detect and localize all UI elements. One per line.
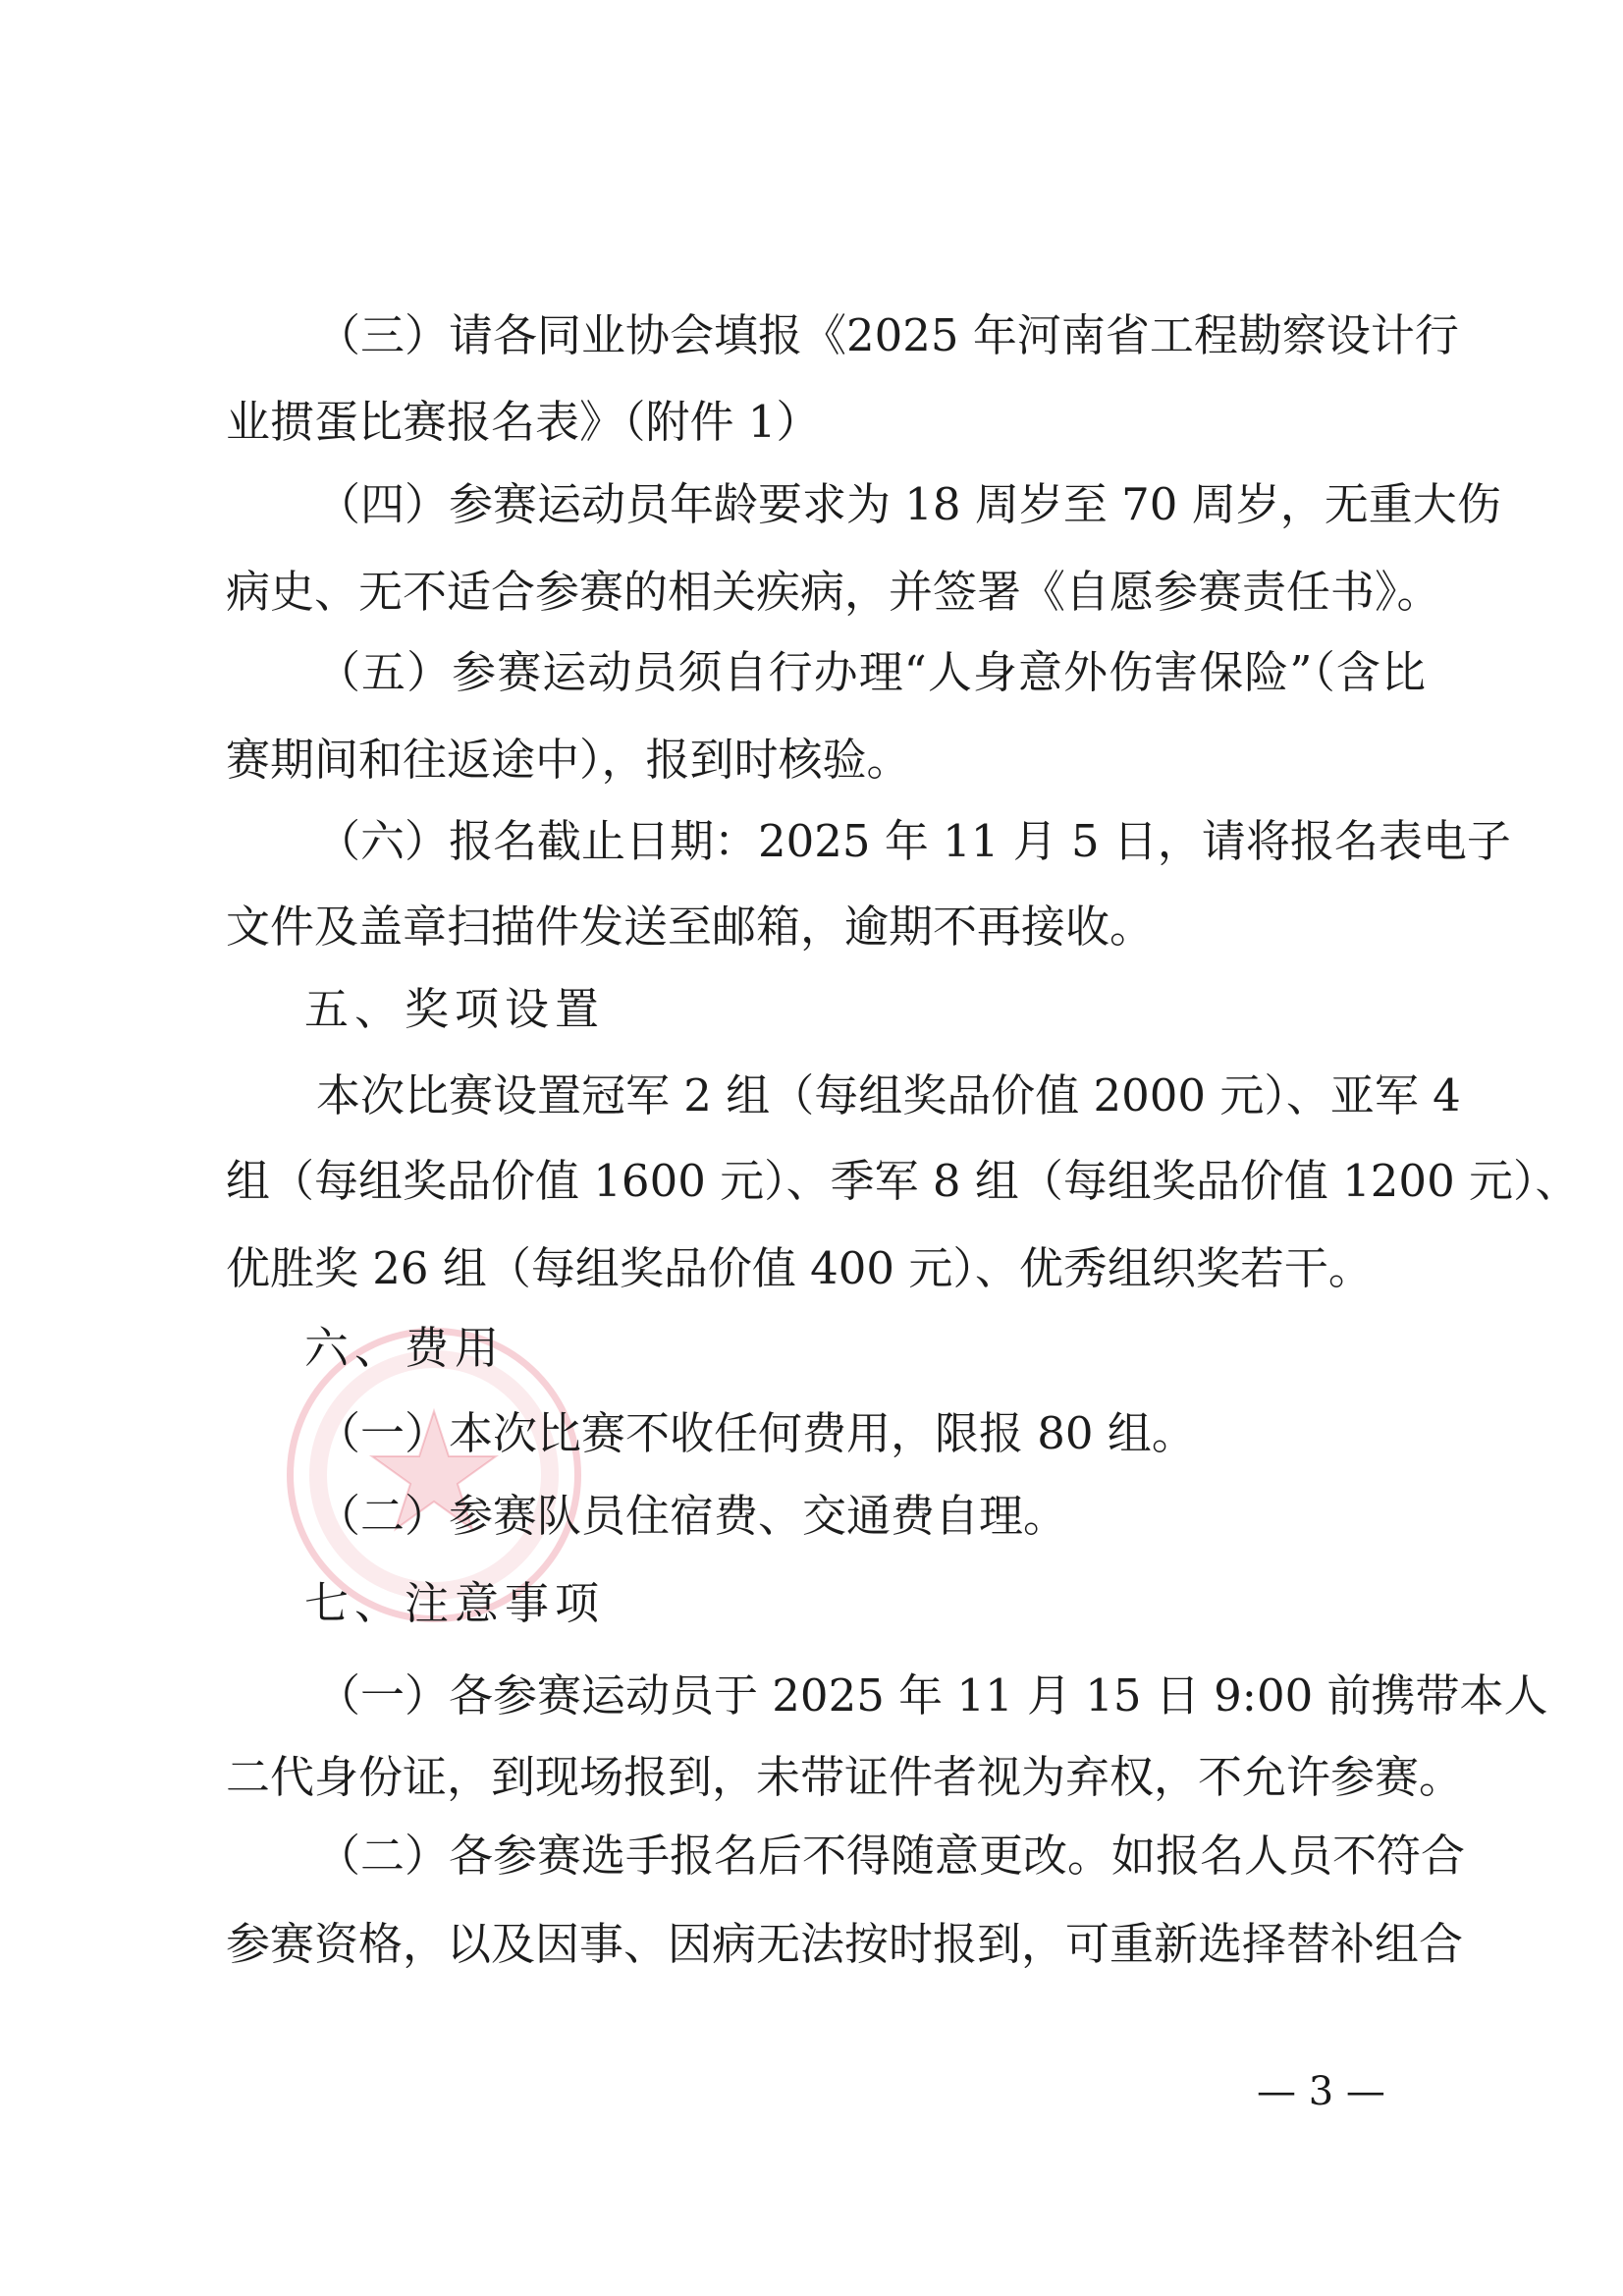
paragraph-line: （三）请各同业协会填报《2025 年河南省工程勘察设计行 [316, 309, 1459, 361]
paragraph-line: （二）参赛队员住宿费、交通费自理。 [316, 1490, 1068, 1542]
paragraph-line: 文件及盖章扫描件发送至邮箱，逾期不再接收。 [226, 901, 1155, 953]
paragraph-line: 组（每组奖品价值 1600 元）、季军 8 组（每组奖品价值 1200 元）、 [226, 1155, 1580, 1207]
paragraph-line: 参赛资格，以及因事、因病无法按时报到，可重新选择替补组合 [226, 1918, 1464, 1970]
paragraph-line: 赛期间和往返途中），报到时核验。 [226, 734, 911, 786]
page-number: — 3 — [1257, 2069, 1385, 2114]
section-heading-awards: 五、奖项设置 [304, 983, 606, 1035]
paragraph-line: （一）各参赛运动员于 2025 年 11 月 15 日 9:00 前携带本人 [316, 1669, 1548, 1722]
paragraph-line: 本次比赛设置冠军 2 组（每组奖品价值 2000 元）、亚军 4 [316, 1069, 1461, 1121]
paragraph-line: 病史、无不适合参赛的相关疾病，并签署《自愿参赛责任书》。 [226, 566, 1441, 618]
paragraph-line: 优胜奖 26 组（每组奖品价值 400 元）、优秀组织奖若干。 [226, 1242, 1373, 1294]
paragraph-line: （二）各参赛选手报名后不得随意更改。如报名人员不符合 [316, 1830, 1466, 1882]
paragraph-line: 二代身份证，到现场报到，未带证件者视为弃权，不允许参赛。 [226, 1751, 1464, 1803]
section-heading-notes: 七、注意事项 [304, 1577, 606, 1629]
paragraph-line: （一）本次比赛不收任何费用，限报 80 组。 [316, 1407, 1196, 1459]
paragraph-line: （六）报名截止日期：2025 年 11 月 5 日，请将报名表电子 [316, 815, 1511, 867]
paragraph-line: （五）参赛运动员须自行办理“人身意外伤害保险”（含比 [316, 646, 1426, 698]
paragraph-line: 业掼蛋比赛报名表》（附件 1） [226, 396, 821, 448]
paragraph-line: （四）参赛运动员年龄要求为 18 周岁至 70 周岁，无重大伤 [316, 478, 1501, 530]
section-heading-fees: 六、费用 [304, 1322, 506, 1374]
